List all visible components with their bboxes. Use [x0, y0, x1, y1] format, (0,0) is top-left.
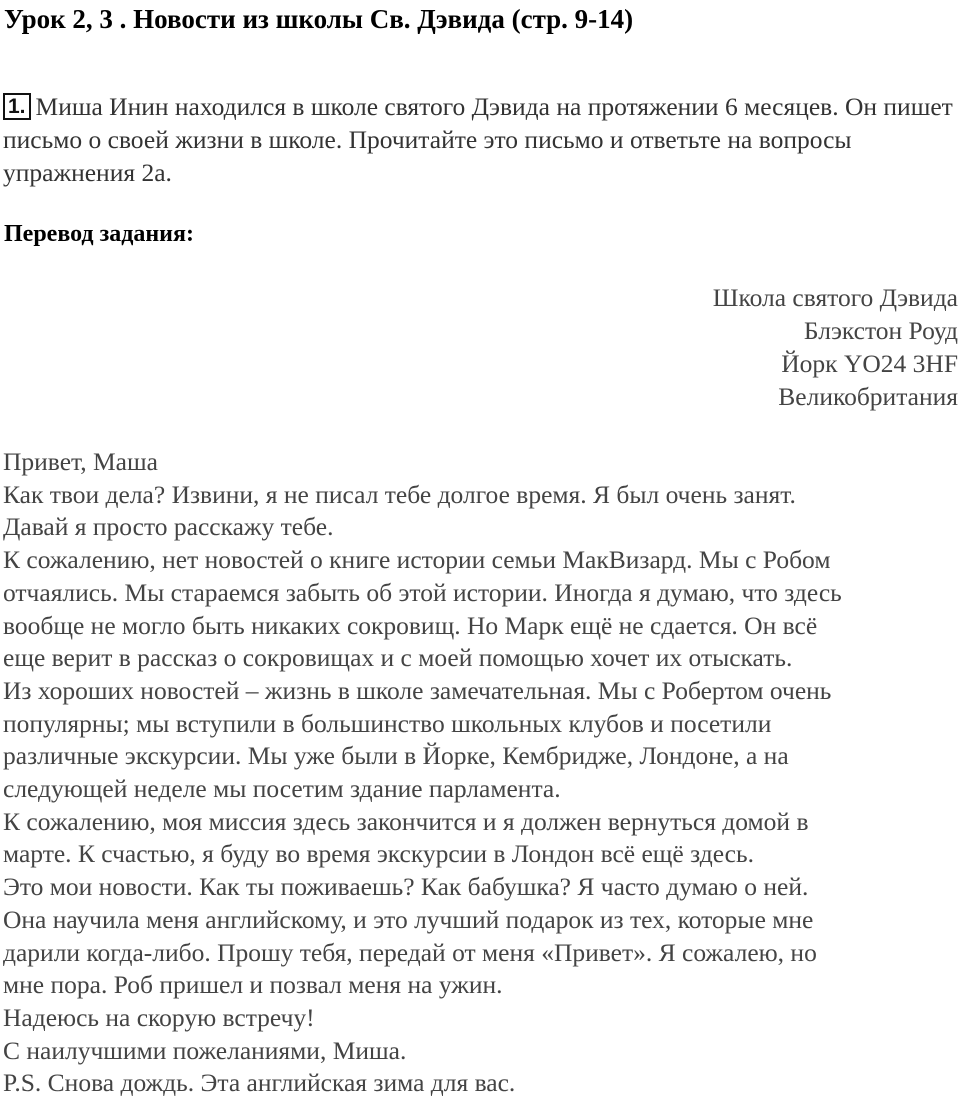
letter-line: еще верит в рассказ о сокровищах и с моей помощью хочет их отыскать.: [3, 643, 793, 673]
address-line: Школа святого Дэвида: [712, 283, 958, 312]
letter-line: отчаялись. Мы стараемся забыть об этой истории. Иногда я думаю, что здесь: [3, 577, 842, 607]
letter-line: различные экскурсии. Мы уже были в Йорке, Кембридже, Лондоне, а на: [3, 741, 789, 771]
letter-greeting: Привет, Маша: [3, 447, 158, 476]
task-text: Миша Инин находился в школе святого Дэвида на протяжении 6 месяцев. Он пишет письмо о своей жизни в школе. Прочитайте это письмо и ответьте на вопросы упражнения 2а.: [3, 92, 953, 187]
translation-heading: Перевод задания:: [4, 221, 194, 247]
letter-line: Это мои новости. Как ты поживаешь? Как бабушка? Я часто думаю о ней.: [3, 872, 809, 902]
letter-line: К сожалению, моя миссия здесь закончится и я должен вернуться домой в: [3, 806, 809, 836]
letter-line: следующей неделе мы посетим здание парламента.: [3, 774, 561, 804]
letter-line: мне пора. Роб пришел и позвал меня на ужин.: [3, 970, 503, 1000]
letter-line: Давай я просто расскажу тебе.: [3, 512, 334, 542]
letter-line: Из хороших новостей – жизнь в школе замечательная. Мы с Робертом очень: [3, 675, 832, 705]
address-line: Великобритания: [778, 382, 958, 411]
letter-line: Как твои дела? Извини, я не писал тебе долгое время. Я был очень занят.: [3, 479, 796, 509]
letter-line: К сожалению, нет новостей о книге истории семьи МакВизард. Мы с Робом: [3, 545, 831, 575]
letter-line: вообще не могло быть никаких сокровищ. Но Марк ещё не сдается. Он всё: [3, 610, 818, 640]
letter-line: дарили когда-либо. Прошу тебя, передай от меня «Привет». Я сожалею, но: [3, 937, 817, 967]
letter-address: [713, 281, 958, 413]
letter-line: Надеюсь на скорую встречу!: [3, 1002, 315, 1032]
letter-line: марте. К счастью, я буду во время экскурсии в Лондон всё ещё здесь.: [3, 839, 754, 869]
task-paragraph: [3, 90, 953, 189]
page-title: Урок 2, 3 . Новости из школы Св. Дэвида (стр. 9-14): [4, 4, 634, 34]
letter-signoff: С наилучшими пожеланиями, Миша.: [3, 1035, 407, 1065]
letter-line: популярны; мы вступили в большинство школьных клубов и посетили: [3, 708, 772, 738]
letter-postscript: P.S. Снова дождь. Эта английская зима для вас.: [3, 1068, 516, 1098]
address-line: Йорк YO24 3HF: [781, 349, 958, 378]
address-line: Блэкстон Роуд: [803, 316, 958, 345]
task-number-box: 1.: [3, 93, 31, 120]
letter-body: [3, 446, 960, 1100]
letter-line: Она научила меня английскому, и это лучший подарок из тех, которые мне: [3, 904, 814, 934]
